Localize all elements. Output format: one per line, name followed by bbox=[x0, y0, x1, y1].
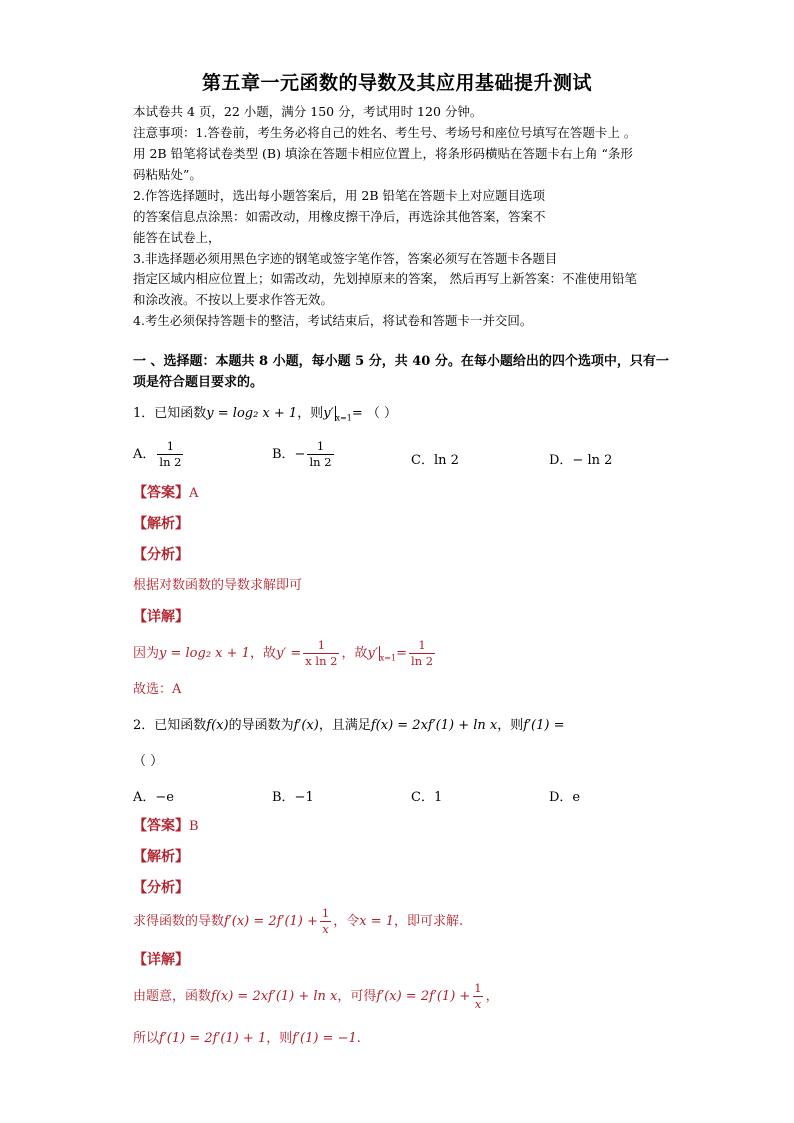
q1-fenxi-tag: 【分析】 bbox=[133, 547, 189, 563]
q1-xiangjie-tag: 【详解】 bbox=[133, 609, 189, 625]
q2-detail-obtain: ，可得 bbox=[337, 989, 377, 1004]
intro-line-9: 指定区域内相应位置上；如需改动，先划掉原来的答案， 然后再写上新答案：不准使用铅笔 bbox=[133, 271, 637, 286]
q1-function: y = log₂ x + 1 bbox=[206, 406, 298, 421]
q2-fenxi-tag: 【分析】 bbox=[133, 880, 189, 896]
q1-detail-derivative: y′ = bbox=[275, 646, 302, 661]
intro-line-1: 本试卷共 4 页，22 小题，满分 150 分，考试用时 120 分钟。 bbox=[133, 104, 483, 119]
intro-line-7: 能答在试卷上， bbox=[133, 230, 221, 245]
q2-fenxi bbox=[133, 905, 463, 939]
q2-option-d: D．e bbox=[549, 790, 581, 805]
intro-line-10: 和涂改液。不按以上要求作答无效。 bbox=[133, 292, 334, 307]
q2-detail-fraction bbox=[472, 982, 483, 1011]
q1-option-b-fraction bbox=[307, 440, 333, 469]
page-title: 第五章一元函数的导数及其应用基础提升测试 bbox=[201, 72, 592, 94]
q2-conclusion-so: 所以 bbox=[133, 1031, 160, 1046]
q1-stem-prefix: 1．已知函数 bbox=[133, 406, 207, 421]
q1-derivative: y′ bbox=[323, 406, 334, 421]
q2-fenxi-suffix: ，即可求解. bbox=[394, 914, 464, 929]
q1-answer-value: A bbox=[189, 486, 199, 501]
intro-line-4: 码粘贴处”。 bbox=[133, 167, 202, 182]
q1-detail-derivative-2: y′ bbox=[367, 646, 378, 661]
fraction-numerator: 1 bbox=[321, 906, 330, 920]
section-heading-line-1: 一 、选择题：本题共 8 小题，每小题 5 分，共 40 分。在每小题给出的四个选项中，只有一 bbox=[133, 354, 669, 369]
q2-condition: f(x) = 2xf′(1) + ln x bbox=[370, 718, 498, 733]
answer-tag: 【答案】 bbox=[133, 818, 189, 834]
q2-detail-comma: ， bbox=[485, 989, 499, 1004]
q2-conclusion-result: f′(1) = −1 bbox=[292, 1031, 357, 1046]
q1-option-c: C．ln 2 bbox=[411, 453, 459, 468]
q2-detail bbox=[133, 980, 499, 1014]
q1-detail-so: ，故 bbox=[249, 646, 276, 661]
q1-option-b-label: B．− bbox=[272, 447, 306, 462]
q2-detail-derivative: f′(x) = 2f′(1) + bbox=[376, 989, 471, 1004]
fraction-denominator: x bbox=[322, 922, 329, 936]
q1-detail-eval-subscript: x=1 bbox=[379, 653, 397, 663]
q2-stem-satisfies: ，且满足 bbox=[318, 718, 371, 733]
q2-conclusion-then: ，则 bbox=[266, 1031, 293, 1046]
q2-function: f(x) bbox=[206, 718, 229, 733]
q2-xiangjie-tag: 【详解】 bbox=[133, 952, 189, 968]
q2-stem-prefix: 2．已知函数 bbox=[133, 718, 207, 733]
q2-fenxi-let: ，令 bbox=[333, 914, 360, 929]
q1-option-a bbox=[133, 440, 185, 469]
q1-option-a-label: A． bbox=[133, 447, 156, 462]
q1-detail-equals: = bbox=[396, 646, 408, 661]
q1-detail-fraction-2 bbox=[409, 639, 435, 668]
q2-stem-derivative-of: 的导函数为 bbox=[228, 718, 294, 733]
q1-stem-paren: = （ ） bbox=[351, 406, 397, 421]
fraction-denominator: x ln 2 bbox=[305, 654, 338, 668]
q2-conclusion-period: . bbox=[356, 1031, 361, 1046]
q1-option-a-fraction bbox=[157, 440, 183, 469]
q1-stem bbox=[133, 405, 397, 428]
intro-line-5: 2.作答选择题时，选出每小题答案后，用 2B 铅笔在答题卡上对应题目选项 bbox=[133, 188, 546, 203]
fraction-denominator: x bbox=[474, 997, 482, 1011]
intro-line-3: 用 2B 铅笔将试卷类型 (B) 填涂在答题卡相应位置上，将条形码横贴在答题卡右上角 “条形 bbox=[133, 146, 633, 161]
q1-jiexi-tag: 【解析】 bbox=[133, 516, 189, 532]
section-heading-line-2: 项是符合题目要求的。 bbox=[133, 375, 264, 390]
q1-choose: 故选：A bbox=[133, 682, 182, 697]
q1-stem-then: ，则 bbox=[297, 406, 324, 421]
q2-jiexi-tag: 【解析】 bbox=[133, 849, 189, 865]
fraction-denominator: ln 2 bbox=[309, 455, 332, 469]
q1-detail-so-2: ，故 bbox=[341, 646, 368, 661]
q1-detail-because: 因为 bbox=[133, 646, 160, 661]
q2-answer bbox=[133, 817, 199, 836]
q2-fenxi-derivative: f′(x) = 2f′(1) + bbox=[224, 914, 318, 929]
q2-fenxi-x: x = 1 bbox=[359, 914, 394, 929]
fraction-denominator: ln 2 bbox=[159, 455, 182, 469]
q2-answer-value: B bbox=[189, 819, 199, 834]
q2-target: f′(1) = bbox=[523, 718, 565, 733]
intro-line-6: 的答案信息点涂黑：如需改动，用橡皮擦干净后，再选涂其他答案，答案不 bbox=[133, 209, 546, 224]
q1-detail bbox=[133, 637, 437, 676]
q2-detail-function: f(x) = 2xf′(1) + ln x bbox=[211, 989, 338, 1004]
q2-derivative-function: f′(x) bbox=[293, 718, 319, 733]
fraction-numerator: 1 bbox=[474, 981, 482, 995]
q1-fenxi-text: 根据对数函数的导数求解即可 bbox=[133, 578, 303, 593]
q1-detail-function: y = log₂ x + 1 bbox=[159, 646, 250, 661]
intro-line-11: 4.考生必须保持答题卡的整洁，考试结束后，将试卷和答题卡一并交回。 bbox=[133, 313, 533, 328]
q2-fenxi-prefix: 求得函数的导数 bbox=[133, 914, 225, 929]
q1-option-b bbox=[272, 440, 336, 469]
q2-stem bbox=[133, 717, 564, 735]
q2-option-c: C．1 bbox=[411, 790, 443, 805]
q2-option-b: B．−1 bbox=[272, 790, 314, 805]
intro-line-2: 注意事项：1.答卷前，考生务必将自己的姓名、考生号、考场号和座位号填写在答题卡上 。 bbox=[133, 125, 637, 140]
q1-eval-subscript: x=1 bbox=[335, 413, 352, 423]
q2-conclusion-equation: f′(1) = 2f′(1) + 1 bbox=[159, 1031, 267, 1046]
q2-fenxi-fraction bbox=[320, 907, 331, 936]
q1-detail-fraction bbox=[303, 639, 339, 668]
intro-line-8: 3.非选择题必须用黑色字迹的钢笔或签字笔作答，答案必须写在答题卡各题目 bbox=[133, 251, 558, 266]
answer-tag: 【答案】 bbox=[133, 485, 189, 501]
fraction-numerator: 1 bbox=[317, 638, 326, 652]
q2-stem-then: ，则 bbox=[497, 718, 524, 733]
q2-detail-prefix: 由题意，函数 bbox=[133, 989, 212, 1004]
fraction-numerator: 1 bbox=[418, 638, 426, 652]
fraction-numerator: 1 bbox=[316, 439, 325, 453]
q2-option-a: A．−e bbox=[133, 790, 174, 805]
fraction-numerator: 1 bbox=[166, 439, 175, 453]
q2-paren: （ ） bbox=[133, 754, 164, 769]
q1-answer bbox=[133, 484, 198, 503]
q2-conclusion bbox=[133, 1030, 361, 1048]
fraction-denominator: ln 2 bbox=[411, 654, 434, 668]
q1-option-d: D．− ln 2 bbox=[549, 453, 613, 468]
